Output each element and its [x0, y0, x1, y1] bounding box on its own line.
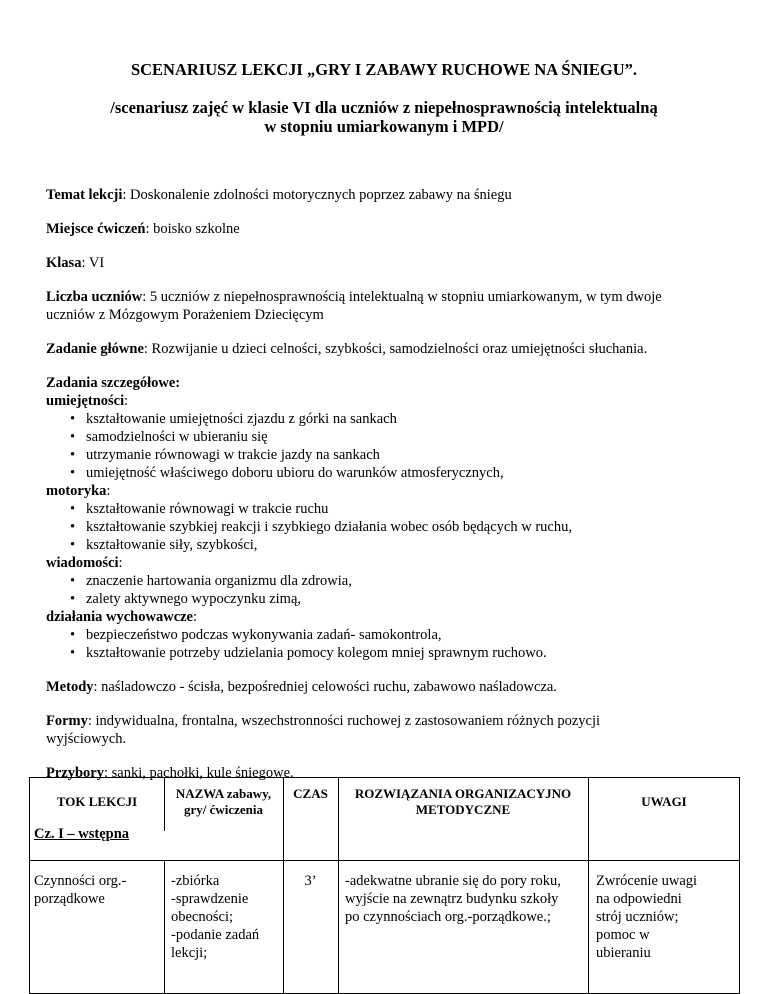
row-tok-line1: Czynności org.-: [34, 873, 127, 889]
list-item-text: samodzielności w ubieraniu się: [86, 429, 268, 445]
row-nazwa-line: -podanie zadań: [171, 927, 260, 943]
list-item: • samodzielności w ubieraniu się: [70, 429, 268, 445]
row-nazwa-line: -zbiórka: [171, 873, 220, 889]
field-zadanie-label: Zadanie główne: [46, 341, 144, 357]
dzialania-label: działania wychowawcze: [46, 609, 193, 625]
table-divider: [30, 860, 739, 861]
lesson-table: [29, 777, 740, 994]
document-title: SCENARIUSZ LEKCJI „GRY I ZABAWY RUCHOWE NA ŚNIEGU”.: [130, 60, 638, 79]
table-divider: [588, 778, 589, 993]
field-formy-label: Formy: [46, 713, 88, 729]
field-klasa-label: Klasa: [46, 255, 82, 271]
field-liczba-value2: uczniów z Mózgowym Porażeniem Dziecięcym: [46, 307, 324, 323]
list-item-text: bezpieczeństwo podczas wykonywania zadań- samokontrola,: [86, 627, 442, 643]
list-item: • kształtowanie szybkiej reakcji i szybkiego działania wobec osób będących w ruchu,: [70, 519, 572, 535]
document-subtitle-line2: w stopniu umiarkowanym i MPD/: [264, 117, 504, 136]
list-item: • utrzymanie równowagi w trakcie jazdy na sankach: [70, 447, 380, 463]
list-item: • umiejętność właściwego doboru ubioru do warunków atmosferycznych,: [70, 465, 504, 481]
list-item: • bezpieczeństwo podczas wykonywania zadań- samokontrola,: [70, 627, 442, 643]
row-czas: 3’: [304, 873, 317, 889]
dzialania-heading: [46, 608, 197, 626]
row-rozw-line: wyjście na zewnątrz budynku szkoły: [345, 891, 559, 907]
field-liczba-label: Liczba uczniów: [46, 289, 143, 305]
row-rozw-line: po czynnościach org.-porządkowe.;: [345, 909, 551, 925]
list-item-text: utrzymanie równowagi w trakcie jazdy na sankach: [86, 447, 380, 463]
row-uwagi-line: strój uczniów;: [596, 909, 679, 925]
list-item: • znaczenie hartowania organizmu dla zdrowia,: [70, 573, 352, 589]
field-zadanie: [46, 340, 647, 358]
list-item-text: zalety aktywnego wypoczynku zimą,: [86, 591, 302, 607]
field-metody: [46, 678, 557, 696]
section-label: Cz. I – wstępna: [34, 826, 130, 842]
field-temat-value: : Doskonalenie zdolności motorycznych poprzez zabawy na śniegu: [122, 187, 512, 203]
header-nazwa-2: gry/ ćwiczenia: [183, 802, 264, 817]
umiejetnosci-suffix: :: [124, 393, 129, 409]
field-miejsce-value: : boisko szkolne: [145, 221, 240, 237]
field-formy-value2: wyjściowych.: [46, 731, 127, 747]
field-klasa: [46, 254, 104, 272]
dzialania-suffix: :: [193, 609, 198, 625]
field-metody-value: : naśladowczo - ścisła, bezpośredniej celowości ruchu, zabawowo naśladowcza.: [93, 679, 557, 695]
row-uwagi-line: ubieraniu: [596, 945, 651, 961]
header-czas: CZAS: [293, 786, 328, 801]
umiejetnosci-heading: [46, 392, 128, 410]
list-item-text: kształtowanie szybkiej reakcji i szybkiego działania wobec osób będących w ruchu,: [86, 519, 572, 535]
field-formy: [46, 712, 600, 730]
list-item: • kształtowanie potrzeby udzielania pomocy kolegom mniej sprawnym ruchowo.: [70, 645, 547, 661]
list-item: • kształtowanie równowagi w trakcie ruchu: [70, 501, 329, 517]
field-metody-label: Metody: [46, 679, 94, 695]
umiejetnosci-label: umiejętności: [46, 393, 125, 409]
header-tok: TOK LEKCJI: [56, 794, 138, 809]
zadania-heading: [46, 374, 180, 392]
list-item: • kształtowanie umiejętności zjazdu z górki na sankach: [70, 411, 397, 427]
field-temat-label: Temat lekcji: [46, 187, 123, 203]
document-subtitle-line1: /scenariusz zajęć w klasie VI dla uczniów z niepełnosprawnością intelektualną: [110, 98, 658, 117]
row-tok-line2: porządkowe: [34, 891, 105, 907]
field-liczba: [46, 288, 662, 306]
list-item-text: umiejętność właściwego doboru ubioru do warunków atmosferycznych,: [86, 465, 504, 481]
field-formy-value1: : indywidualna, frontalna, wszechstronności ruchowej z zastosowaniem różnych pozycji: [87, 713, 601, 729]
field-miejsce: [46, 220, 240, 238]
list-item-text: znaczenie hartowania organizmu dla zdrowia,: [86, 573, 352, 589]
row-uwagi-line: na odpowiedni: [596, 891, 682, 907]
field-zadanie-value: : Rozwijanie u dzieci celności, szybkości, samodzielności oraz umiejętności słuchania.: [143, 341, 648, 357]
motoryka-suffix: :: [106, 483, 111, 499]
header-uwagi: UWAGI: [641, 794, 687, 809]
field-przybory-label: Przybory: [46, 765, 104, 781]
list-item-text: kształtowanie siły, szybkości,: [86, 537, 258, 553]
row-uwagi-line: pomoc w: [596, 927, 650, 943]
list-item-text: kształtowanie równowagi w trakcie ruchu: [86, 501, 329, 517]
list-item-text: kształtowanie potrzeby udzielania pomocy kolegom mniej sprawnym ruchowo.: [86, 645, 547, 661]
list-item: • zalety aktywnego wypoczynku zimą,: [70, 591, 302, 607]
field-liczba-value1: : 5 uczniów z niepełnosprawnością intelektualną w stopniu umiarkowanym, w tym dwoje: [142, 289, 662, 305]
row-rozw-line: -adekwatne ubranie się do pory roku,: [345, 873, 561, 889]
zadania-heading-text: Zadania szczegółowe:: [46, 375, 181, 391]
header-nazwa-1: NAZWA zabawy,: [175, 786, 272, 801]
row-nazwa-line: lekcji;: [171, 945, 208, 961]
wiadomosci-heading: [46, 554, 123, 572]
wiadomosci-suffix: :: [118, 555, 123, 571]
list-item: • kształtowanie siły, szybkości,: [70, 537, 258, 553]
header-rozw-2: METODYCZNE: [415, 802, 511, 817]
field-miejsce-label: Miejsce ćwiczeń: [46, 221, 146, 237]
field-klasa-value: : VI: [81, 255, 105, 271]
field-przybory-value: : sanki, pachołki, kule śniegowe.: [103, 765, 294, 781]
list-item-text: kształtowanie umiejętności zjazdu z górki na sankach: [86, 411, 397, 427]
motoryka-label: motoryka: [46, 483, 107, 499]
row-uwagi-line: Zwrócenie uwagi: [596, 873, 698, 889]
table-divider: [164, 860, 165, 993]
field-temat: [46, 186, 512, 204]
row-nazwa-line: -sprawdzenie: [171, 891, 249, 907]
motoryka-heading: [46, 482, 110, 500]
row-nazwa-line: obecności;: [171, 909, 234, 925]
header-rozw-1: ROZWIĄZANIA ORGANIZACYJNO: [354, 786, 572, 801]
wiadomosci-label: wiadomości: [46, 555, 119, 571]
